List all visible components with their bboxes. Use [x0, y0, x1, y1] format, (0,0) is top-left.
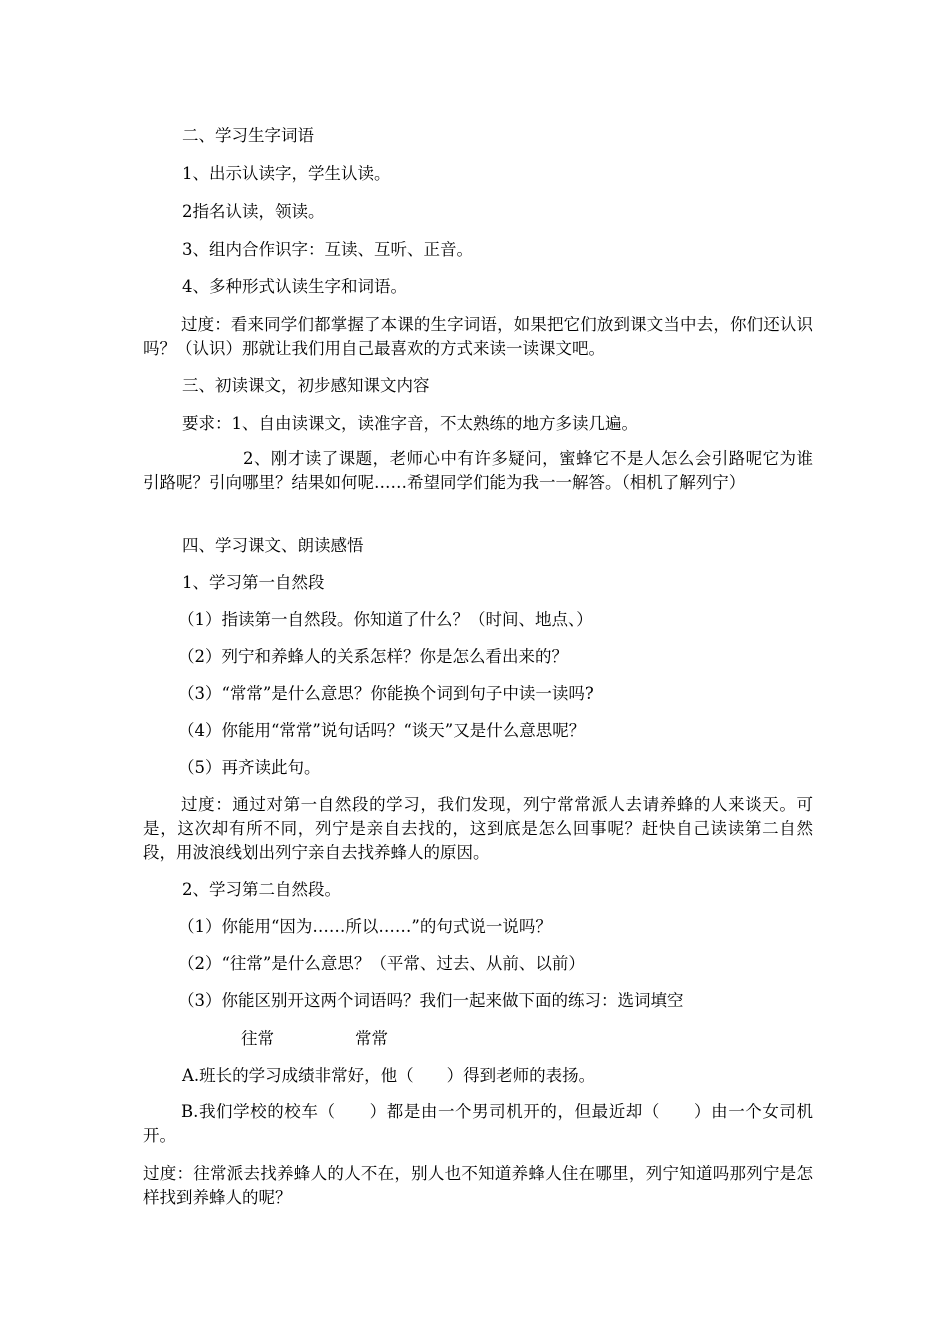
transition-paragraph: 过度：看来同学们都掌握了本课的生字词语，如果把它们放到课文当中去，你们还认识吗？（认识）那就让我们用自己最喜欢的方式来读一读课文吧。: [143, 315, 813, 358]
question-item: （5）再齐读此句。: [178, 758, 321, 777]
transition-paragraph: 过度：通过对第一自然段的学习，我们发现，列宁常常派人去请养蜂的人来谈天。可是，这次却有所不同，列宁是亲自去找的，这到底是怎么回事呢？赶快自己读读第二自然段，用波浪线划出列宁亲自去找养蜂人的原因。: [143, 795, 813, 862]
transition-paragraph: 过度：往常派去找养蜂人的人不在，别人也不知道养蜂人住在哪里，列宁知道吗那列宁是怎样找到养蜂人的呢？: [143, 1164, 813, 1207]
word-option: 常常: [355, 1029, 388, 1048]
exercise-item: A.班长的学习成绩非常好，他（ ）得到老师的表扬。: [182, 1066, 596, 1085]
question-item: （3）“常常”是什么意思？你能换个词到句子中读一读吗?: [178, 684, 594, 703]
list-item: 2指名认读，领读。: [182, 202, 325, 221]
requirement-line: 要求：1、自由读课文，读准字音，不太熟练的地方多读几遍。: [182, 414, 638, 433]
question-item: （2）“往常”是什么意思？（平常、过去、从前、以前）: [178, 954, 585, 973]
list-item: 3、组内合作识字：互读、互听、正音。: [182, 240, 473, 259]
list-item: 4、多种形式认读生字和词语。: [182, 277, 407, 296]
requirement-paragraph: 2、刚才读了课题，老师心中有许多疑问，蜜蜂它不是人怎么会引路呢它为谁引路呢？引向哪里？结果如何呢……希望同学们能为我一一解答。（相机了解列宁）: [143, 449, 813, 492]
list-item: 1、学习第一自然段: [182, 573, 325, 592]
question-item: （2）列宁和养蜂人的关系怎样？你是怎么看出来的？: [178, 647, 568, 666]
list-item: 1、出示认读字，学生认读。: [182, 164, 391, 183]
question-item: （1）你能用“因为……所以……”的句式说一说吗？: [178, 917, 552, 936]
question-item: （1）指读第一自然段。你知道了什么？（时间、地点、）: [178, 610, 593, 629]
list-item: 2、学习第二自然段。: [182, 880, 341, 899]
heading-section-3: 三、初读课文，初步感知课文内容: [182, 376, 430, 395]
heading-section-2: 二、学习生字词语: [182, 126, 314, 145]
exercise-item: B.我们学校的校车（ ）都是由一个男司机开的，但最近却（ ）由一个女司机开。: [143, 1102, 813, 1145]
heading-section-4: 四、学习课文、朗读感悟: [182, 536, 364, 555]
question-item: （4）你能用“常常”说句话吗？“谈天”又是什么意思呢？: [178, 721, 586, 740]
word-option: 往常: [241, 1029, 274, 1048]
question-item: （3）你能区别开这两个词语吗？我们一起来做下面的练习：选词填空: [178, 991, 684, 1010]
